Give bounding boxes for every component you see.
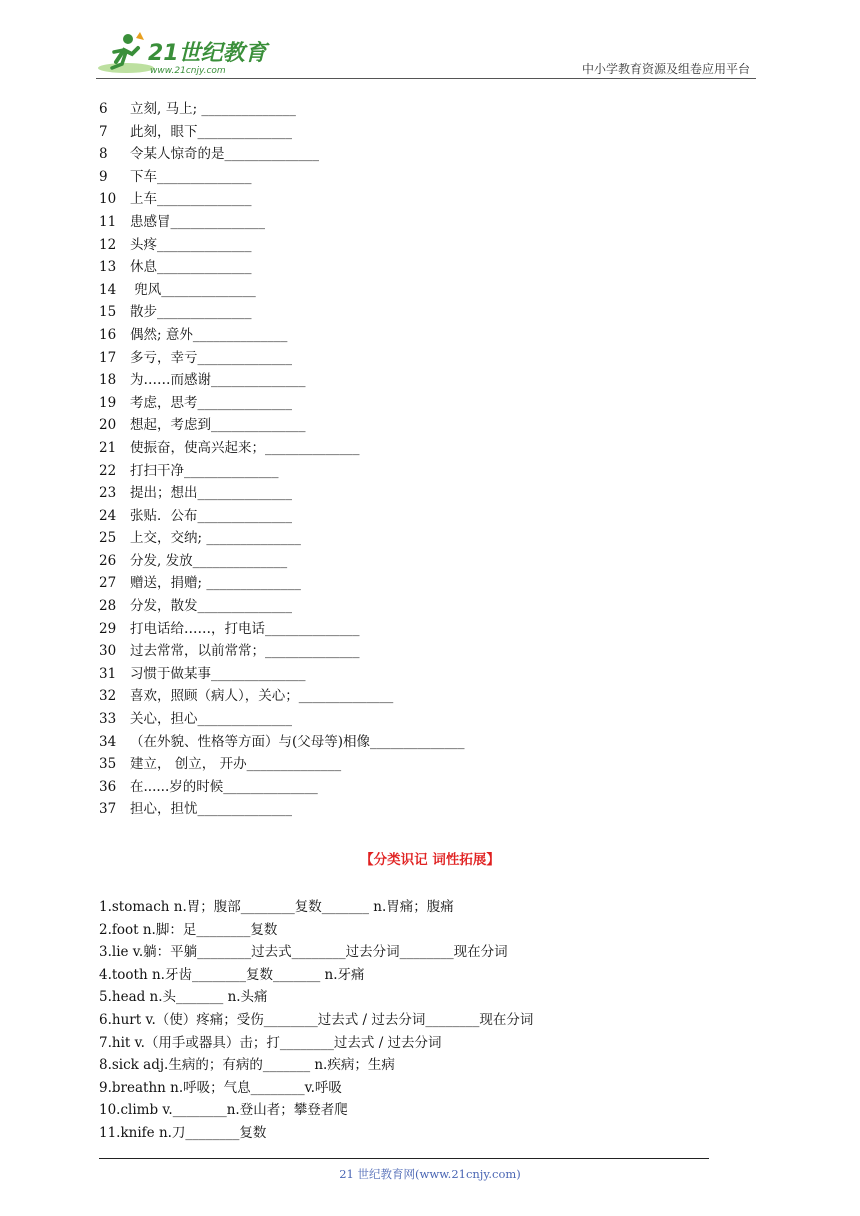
vocab-item bbox=[99, 572, 465, 595]
vocab-item bbox=[99, 460, 465, 483]
vocab-text: 使振奋，使高兴起来；______________ bbox=[130, 439, 360, 456]
word-form-item: 4.tooth n.牙齿________复数_______ n.牙痛 bbox=[99, 966, 365, 983]
vocab-item bbox=[99, 301, 465, 324]
vocab-item bbox=[99, 663, 465, 686]
vocab-number: 30 bbox=[99, 643, 117, 660]
vocab-list bbox=[99, 98, 465, 821]
footer-text: 21 世纪教育网(www.21cnjy.com) bbox=[339, 1167, 521, 1181]
vocab-number: 24 bbox=[99, 507, 117, 524]
word-form-item: 6.hurt v.（使）疼痛；受伤________过去式 / 过去分词________现在分词 bbox=[99, 1011, 534, 1028]
vocab-item bbox=[99, 731, 465, 754]
vocab-item bbox=[99, 550, 465, 573]
vocab-number: 32 bbox=[99, 688, 117, 705]
section-title: 【分类识记 词性拓展】 bbox=[360, 852, 500, 868]
vocab-text: 赠送，捐赠; ______________ bbox=[130, 575, 301, 592]
vocab-number: 17 bbox=[99, 349, 117, 366]
vocab-item bbox=[99, 708, 465, 731]
vocab-number: 35 bbox=[99, 756, 117, 773]
vocab-text: 喜欢，照顾（病人），关心；______________ bbox=[130, 688, 394, 705]
vocab-number: 22 bbox=[99, 462, 117, 479]
vocab-number: 15 bbox=[99, 304, 117, 321]
vocab-text: 想起，考虑到______________ bbox=[130, 417, 306, 434]
vocab-item bbox=[99, 753, 465, 776]
vocab-text: 令某人惊奇的是______________ bbox=[130, 146, 319, 163]
word-form-item: 3.lie v.躺：平躺________过去式________过去分词________现在分词 bbox=[99, 944, 508, 961]
vocab-text: 习惯于做某事______________ bbox=[130, 665, 306, 682]
vocab-item bbox=[99, 347, 465, 370]
vocab-text: 上车______________ bbox=[130, 191, 252, 208]
word-form-item: 8.sick adj.生病的；有病的_______ n.疾病；生病 bbox=[99, 1057, 395, 1074]
logo bbox=[96, 30, 296, 78]
vocab-item bbox=[99, 798, 465, 821]
vocab-text: 建立， 创立， 开办______________ bbox=[130, 756, 342, 773]
vocab-text: 张贴．公布______________ bbox=[130, 507, 292, 524]
page-header bbox=[96, 30, 756, 80]
vocab-item bbox=[99, 98, 465, 121]
vocab-item bbox=[99, 618, 465, 641]
vocab-number: 16 bbox=[99, 326, 117, 343]
vocab-text: 患感冒______________ bbox=[130, 213, 265, 230]
vocab-number: 10 bbox=[99, 191, 117, 208]
vocab-number: 25 bbox=[99, 530, 117, 547]
word-form-item: 5.head n.头_______ n.头痛 bbox=[99, 989, 268, 1006]
vocab-item bbox=[99, 527, 465, 550]
vocab-text: 偶然; 意外______________ bbox=[130, 326, 288, 343]
word-form-item: 9.breathn n.呼吸；气息________v.呼吸 bbox=[99, 1079, 342, 1096]
vocab-number: 14 bbox=[99, 281, 117, 298]
header-divider bbox=[96, 78, 756, 79]
vocab-number: 6 bbox=[99, 101, 108, 117]
vocab-text: 关心，担心______________ bbox=[130, 711, 292, 728]
vocab-item bbox=[99, 437, 465, 460]
vocab-item bbox=[99, 188, 465, 211]
vocab-text: 提出；想出______________ bbox=[130, 485, 292, 502]
vocab-text: 担心，担忧______________ bbox=[130, 801, 292, 818]
logo-text: 21世纪教育 bbox=[148, 41, 267, 66]
vocab-number: 31 bbox=[99, 665, 117, 682]
header-platform-text: 中小学教育资源及组卷应用平台 bbox=[581, 62, 750, 76]
vocab-text: 打扫干净______________ bbox=[130, 462, 279, 479]
vocab-number: 29 bbox=[99, 620, 117, 637]
vocab-number: 12 bbox=[99, 236, 117, 253]
word-form-item: 2.foot n.脚：足________复数 bbox=[99, 921, 278, 938]
vocab-text: 分发，散发______________ bbox=[130, 598, 292, 615]
vocab-item bbox=[99, 369, 465, 392]
vocab-text: 分发, 发放______________ bbox=[130, 552, 288, 569]
vocab-number: 19 bbox=[99, 394, 117, 411]
runner-icon bbox=[98, 32, 154, 73]
vocab-text: 多亏，幸亏______________ bbox=[130, 349, 292, 366]
vocab-number: 26 bbox=[99, 552, 117, 569]
word-form-item: 7.hit v.（用手或器具）击；打________过去式 / 过去分词 bbox=[99, 1034, 442, 1051]
vocab-item bbox=[99, 640, 465, 663]
vocab-number: 34 bbox=[99, 733, 117, 750]
vocab-number: 27 bbox=[99, 575, 117, 592]
vocab-item bbox=[99, 324, 465, 347]
vocab-text: 立刻, 马上; ______________ bbox=[130, 101, 296, 117]
vocab-item bbox=[99, 256, 465, 279]
vocab-item bbox=[99, 279, 465, 302]
vocab-item bbox=[99, 234, 465, 257]
vocab-item bbox=[99, 143, 465, 166]
vocab-item bbox=[99, 166, 465, 189]
vocab-text: 打电话给……，打电话______________ bbox=[130, 620, 360, 637]
vocab-item bbox=[99, 121, 465, 144]
word-forms-list bbox=[99, 896, 533, 1145]
vocab-text: 散步______________ bbox=[130, 304, 252, 321]
vocab-text: 休息______________ bbox=[130, 259, 252, 276]
vocab-item bbox=[99, 595, 465, 618]
vocab-text: 此刻，眼下______________ bbox=[130, 123, 292, 140]
vocab-number: 13 bbox=[99, 259, 117, 276]
vocab-number: 20 bbox=[99, 417, 117, 434]
vocab-text: 兜风______________ bbox=[130, 281, 256, 298]
vocab-item bbox=[99, 482, 465, 505]
vocab-number: 23 bbox=[99, 485, 117, 502]
vocab-text: 考虑，思考______________ bbox=[130, 394, 292, 411]
vocab-item bbox=[99, 392, 465, 415]
vocab-number: 33 bbox=[99, 711, 117, 728]
vocab-text: 下车______________ bbox=[130, 168, 252, 185]
vocab-item bbox=[99, 211, 465, 234]
word-form-item: 1.stomach n.胃；腹部________复数_______ n.胃痛；腹痛 bbox=[99, 899, 454, 915]
vocab-item bbox=[99, 505, 465, 528]
vocab-text: 上交，交纳; ______________ bbox=[130, 530, 301, 547]
logo-url: www.21cnjy.com bbox=[150, 66, 226, 76]
vocab-text: 头疼______________ bbox=[130, 236, 252, 253]
vocab-number: 18 bbox=[99, 372, 117, 389]
vocab-number: 37 bbox=[99, 801, 117, 818]
vocab-text: （在外貌、性格等方面）与(父母等)相像______________ bbox=[130, 733, 465, 750]
vocab-text: 在......岁的时候______________ bbox=[130, 778, 318, 795]
vocab-item bbox=[99, 776, 465, 799]
word-form-item: 11.knife n.刀________复数 bbox=[99, 1124, 267, 1141]
vocab-number: 9 bbox=[99, 168, 108, 185]
vocab-item bbox=[99, 685, 465, 708]
vocab-text: 过去常常，以前常常；______________ bbox=[130, 643, 360, 660]
word-form-item: 10.climb v.________n.登山者；攀登者爬 bbox=[99, 1102, 348, 1119]
vocab-text: 为……而感谢______________ bbox=[130, 372, 306, 389]
vocab-number: 21 bbox=[99, 439, 117, 456]
vocab-item bbox=[99, 414, 465, 437]
vocab-number: 7 bbox=[99, 123, 108, 140]
vocab-number: 28 bbox=[99, 598, 117, 615]
vocab-number: 8 bbox=[99, 146, 108, 163]
vocab-number: 11 bbox=[99, 213, 117, 230]
vocab-number: 36 bbox=[99, 778, 117, 795]
footer-divider bbox=[99, 1158, 709, 1159]
